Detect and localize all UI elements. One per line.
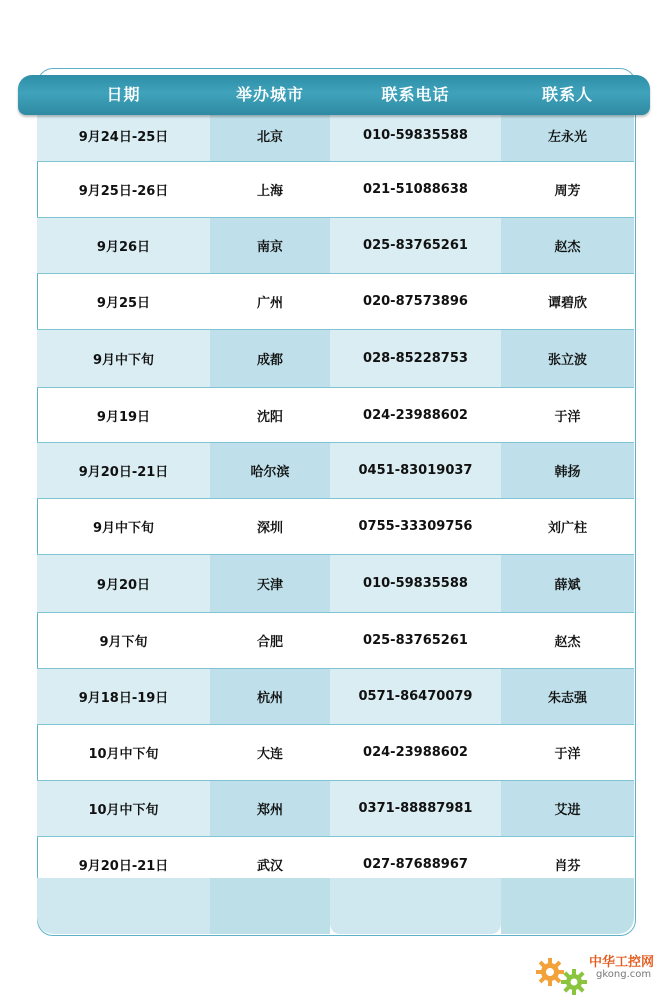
table-row [37, 162, 634, 218]
footer-cell [501, 878, 634, 934]
cell-contact: 艾进 [501, 781, 634, 836]
cell-city: 广州 [256, 296, 283, 311]
cell-phone: 020-87573896 [363, 294, 468, 309]
cell-city: 天津 [210, 555, 330, 612]
cell-phone: 010-59835588 [330, 555, 501, 612]
cell-phone: 010-59835588 [330, 110, 501, 161]
cell-city: 大连 [256, 747, 283, 762]
table-row [37, 613, 634, 669]
table-row [37, 443, 634, 499]
cell-contact: 肖芬 [554, 858, 581, 874]
watermark-domain: gkong.com [596, 969, 652, 980]
table-row [37, 781, 634, 837]
table-header [18, 75, 650, 115]
cell-contact: 周芳 [554, 184, 581, 199]
cell-contact: 谭碧欣 [547, 296, 587, 311]
watermark-logo [534, 944, 664, 1000]
cell-date: 9月18日-19日 [37, 669, 210, 724]
cell-phone: 0371-88887981 [330, 781, 501, 836]
cell-phone: 028-85228753 [330, 330, 501, 387]
cell-date: 9月下旬 [99, 635, 148, 650]
table-row [37, 274, 634, 330]
cell-city: 郑州 [210, 781, 330, 836]
cell-date: 9月25日-26日 [78, 184, 169, 199]
cell-contact: 左永光 [501, 110, 634, 161]
cell-contact: 刘广柱 [547, 521, 587, 536]
cell-phone: 025-83765261 [363, 633, 468, 648]
cell-date: 9月19日 [96, 409, 151, 425]
cell-phone: 0571-86470079 [330, 669, 501, 724]
cell-contact: 张立波 [501, 330, 634, 387]
cell-date: 10月中下旬 [88, 747, 159, 762]
cell-date: 9月20日 [37, 555, 210, 612]
cell-contact: 韩扬 [501, 443, 634, 498]
table-row [37, 669, 634, 725]
cell-date: 9月20日-21日 [37, 443, 210, 498]
cell-city: 上海 [256, 184, 283, 199]
cell-date: 9月中下旬 [92, 521, 155, 536]
cell-phone: 027-87688967 [363, 856, 468, 872]
cell-date: 10月中下旬 [37, 781, 210, 836]
cell-city: 哈尔滨 [210, 443, 330, 498]
cell-city: 深圳 [256, 521, 283, 536]
cell-phone: 021-51088638 [363, 182, 468, 197]
cell-city: 合肥 [256, 635, 283, 650]
table-row [37, 555, 634, 613]
cell-phone: 0451-83019037 [330, 443, 501, 498]
cell-contact: 于洋 [554, 409, 581, 425]
cell-contact: 朱志强 [501, 669, 634, 724]
footer-cell [37, 878, 210, 934]
cell-phone: 024-23988602 [363, 745, 468, 760]
cell-city: 成都 [210, 330, 330, 387]
cell-phone: 025-83765261 [330, 218, 501, 273]
footer-cell [330, 878, 501, 934]
cell-contact: 于洋 [554, 747, 581, 762]
cell-city: 南京 [210, 218, 330, 273]
schedule-table [37, 110, 634, 892]
cell-city: 武汉 [256, 858, 283, 874]
cell-contact: 赵杰 [554, 635, 581, 650]
table-footer [37, 878, 634, 934]
header-contact: 联系人 [541, 85, 593, 104]
cell-date: 9月20日-21日 [78, 858, 169, 874]
cell-city: 杭州 [210, 669, 330, 724]
cell-date: 9月24日-25日 [37, 110, 210, 161]
cell-city: 北京 [210, 110, 330, 161]
cell-contact: 薛斌 [501, 555, 634, 612]
gear-icon [534, 944, 594, 1000]
footer-cell [210, 878, 330, 934]
cell-contact: 赵杰 [501, 218, 634, 273]
header-city: 举办城市 [235, 85, 304, 104]
table-row [37, 499, 634, 555]
cell-date: 9月25日 [96, 296, 151, 311]
table-row [37, 725, 634, 781]
table-row [37, 330, 634, 388]
table-row [37, 388, 634, 443]
cell-date: 9月26日 [37, 218, 210, 273]
table-row [37, 218, 634, 274]
header-phone: 联系电话 [381, 85, 450, 104]
cell-date: 9月中下旬 [37, 330, 210, 387]
header-date: 日期 [106, 85, 141, 104]
cell-phone: 0755-33309756 [358, 519, 473, 534]
table-row [37, 110, 634, 162]
cell-phone: 024-23988602 [363, 407, 468, 423]
watermark-name: 中华工控网 [589, 955, 655, 970]
cell-city: 沈阳 [256, 409, 283, 425]
